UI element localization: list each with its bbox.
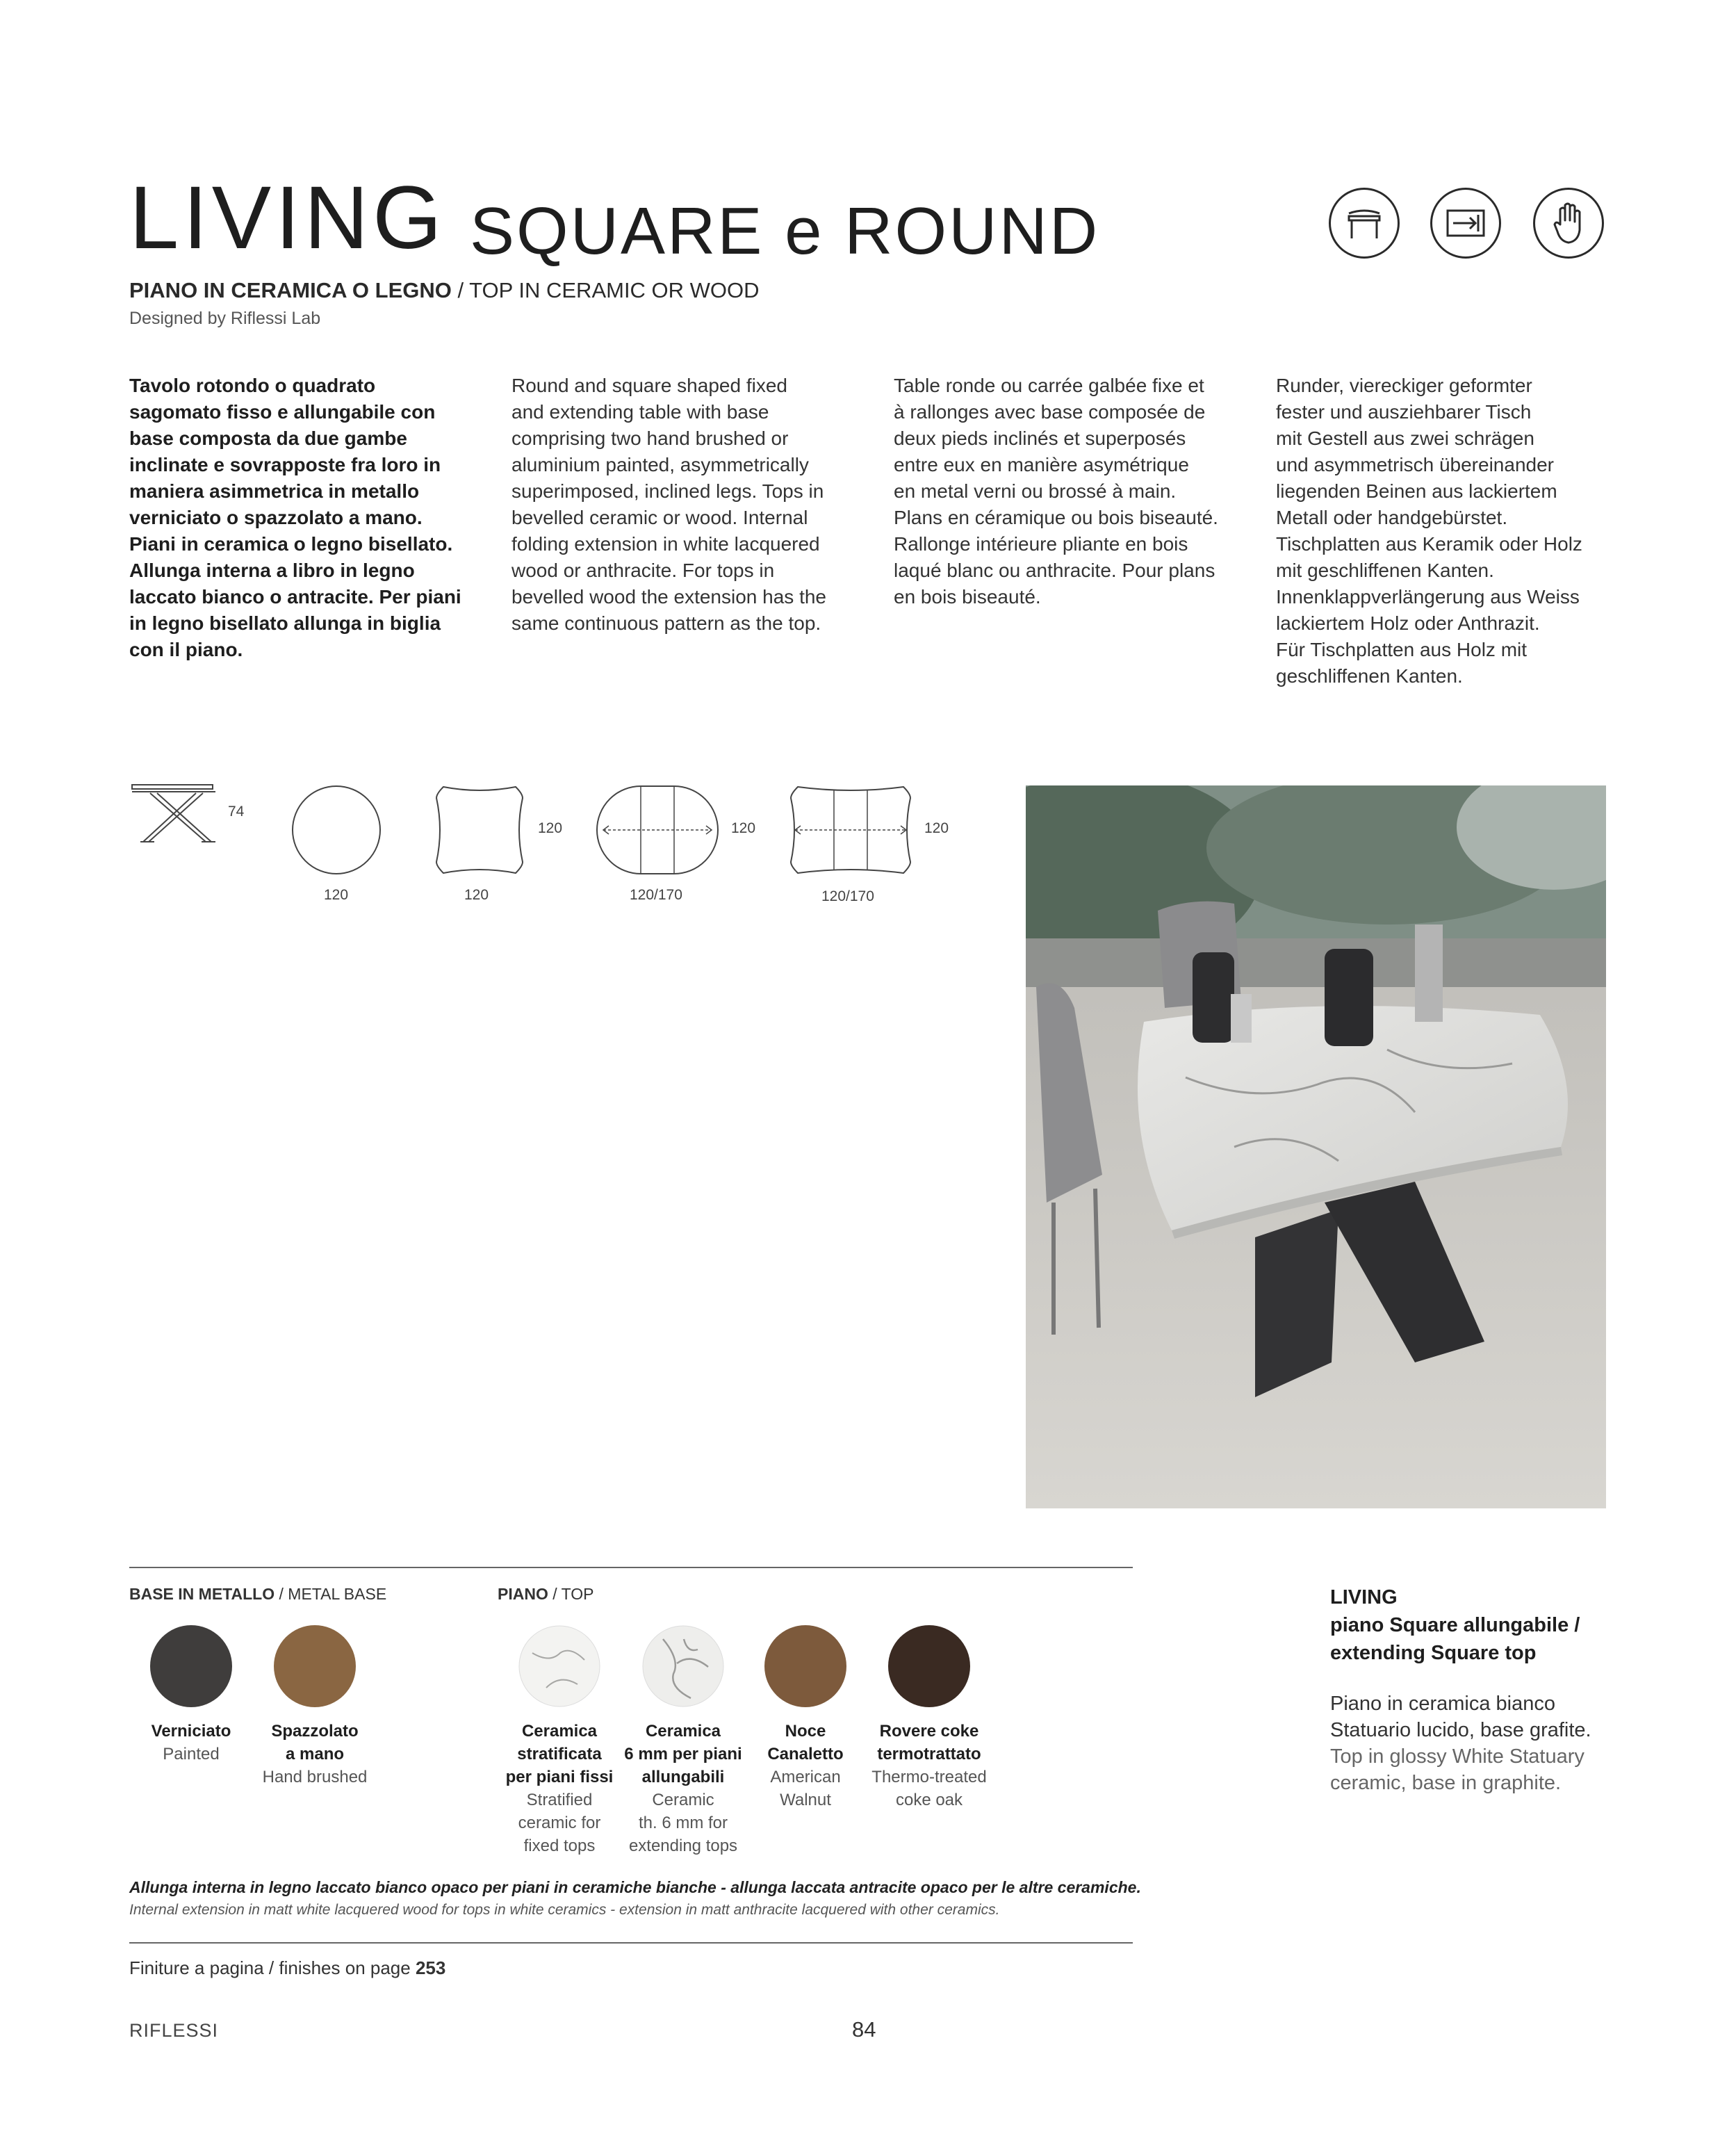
swatch-coke-oak (888, 1625, 970, 1707)
description-en: Round and square shaped fixed and extending table with base comprising two hand brushed or aluminium painted, asymmetrically superimposed, inclined legs. Tops in bevelled ceramic or wood. Internal folding extension in white lacquered wood or anthracite. For tops in bevelled wood the extension has the same continuous pattern as the top. (511, 375, 826, 634)
description-de: Runder, viereckiger geformter fester und ausziehbarer Tisch mit Gestell aus zwei schrägen und asymmetrisch übereinander liegenden Beinen aus lackiertem Metall oder handgebürstet. Tischplatten aus Keramik oder Holz mit geschliffenen Kanten. Innenklappverlängerung aus Weiss lackiertem Holz oder Anthrazit. Für Tischplatten aus Holz mit geschliffenen Kanten. (1276, 375, 1582, 687)
swatch-label-hand-brushed (249, 1720, 381, 1789)
round-diameter-label: 120 (324, 887, 349, 903)
swatch-name-it: Noce Canaletto (767, 1722, 844, 1764)
swatch-name-it: Verniciato (151, 1722, 231, 1741)
swatch-label-american-walnut (739, 1720, 871, 1811)
page-ref-en: finishes on page (279, 1957, 411, 1978)
designer-credit: Designed by Riflessi Lab (129, 309, 321, 328)
square-width-label: 120 (464, 887, 489, 903)
subtitle-en: TOP IN CERAMIC OR WOOD (469, 278, 760, 302)
base-heading (129, 1585, 386, 1604)
caption-body-en: Top in glossy White Statuary ceramic, base in graphite. (1330, 1745, 1584, 1794)
extending-round-top-drawing (595, 784, 720, 876)
extension-note-it: Allunga interna in legno laccato bianco opaco per piani in ceramiche bianche - allunga laccata antracite opaco per le altre ceramiche. (129, 1878, 1141, 1896)
swatch-name-it: Rovere coke termotrattato (877, 1722, 981, 1764)
extending-table-icon (1329, 188, 1400, 259)
swatch-name-it: Spazzolato a mano (271, 1722, 359, 1764)
hand-touch-icon (1533, 188, 1604, 259)
swatch-name-en: Hand brushed (262, 1768, 368, 1786)
ext-square-length-label: 120/170 (821, 888, 874, 904)
top-heading-sep: / (548, 1585, 562, 1603)
description-it: Tavolo rotondo o quadrato sagomato fisso e allungabile con base composta da due gambe inclinate e sovrapposte fra loro in maniera asimmetrica in metallo verniciato o spazzolato a mano. Piani in ceramica o legno bisellato. Allunga interna a libro in legno laccato bianco o antracite. Per piani in legno bisellato allunga in biglia con il piano. (129, 375, 461, 660)
swatch-label-painted (125, 1720, 257, 1766)
extension-arrow-icon (1430, 188, 1501, 259)
description-fr: Table ronde ou carrée galbée fixe et à rallonges avec base composée de deux pieds inclinés et superposés entre eux en manière asymétrique en metal verni ou brossé à main. Plans en céramique ou bois biseauté. Rallonge intérieure pliante en bois laqué blanc ou anthracite. Pour plans en bois biseauté. (894, 375, 1218, 608)
swatch-name-it: Ceramica 6 mm per piani allungabili (624, 1722, 742, 1786)
extending-square-top-drawing (788, 784, 913, 876)
swatch-name-en: American Walnut (770, 1768, 841, 1809)
round-top-drawing (290, 784, 382, 876)
caption-body-it: Piano in ceramica bianco Statuario lucido, base grafite. (1330, 1693, 1591, 1741)
swatch-name-en: Painted (163, 1745, 220, 1764)
swatch-american-walnut (764, 1625, 846, 1707)
swatch-painted (150, 1625, 232, 1707)
caption-body (1330, 1691, 1622, 1796)
page-ref-it: Finiture a pagina (129, 1957, 264, 1978)
swatch-ceramic-6mm (642, 1625, 724, 1707)
side-view-drawing (129, 782, 220, 845)
swatch-name-en: Thermo-treated coke oak (871, 1768, 987, 1809)
base-heading-en: METAL BASE (288, 1585, 387, 1603)
swatch-name-it: Ceramica stratificata per piani fissi (505, 1722, 614, 1786)
page-title-sub: SQUARE e ROUND (470, 194, 1100, 268)
swatch-label-stratified-ceramic (493, 1720, 625, 1857)
square-top-drawing (434, 784, 525, 876)
square-depth-label: 120 (538, 820, 563, 836)
product-photo (1026, 785, 1606, 1508)
top-heading (498, 1585, 593, 1604)
ext-square-depth-label: 120 (924, 820, 949, 836)
ext-round-depth-label: 120 (731, 820, 756, 836)
page-ref-sep: / (263, 1957, 279, 1978)
swatch-label-ceramic-6mm (617, 1720, 749, 1857)
page-number: 84 (852, 2017, 876, 2042)
swatch-name-en: Stratified ceramic for fixed tops (518, 1791, 601, 1855)
top-heading-en: TOP (561, 1585, 594, 1603)
base-heading-it: BASE IN METALLO (129, 1585, 275, 1603)
extension-note-en: Internal extension in matt white lacquered wood for tops in white ceramics - extension in matt anthracite lacquered with other ceramics. (129, 1902, 1000, 1918)
swatch-name-en: Ceramic th. 6 mm for extending tops (628, 1791, 738, 1855)
page-title: LIVING (129, 168, 446, 268)
caption-title: LIVING piano Square allungabile / extending Square top (1330, 1586, 1580, 1664)
base-heading-sep: / (275, 1585, 288, 1603)
subtitle-it: PIANO IN CERAMICA O LEGNO (129, 278, 452, 302)
swatch-stratified-ceramic (518, 1625, 600, 1707)
subtitle (129, 278, 760, 303)
finishes-page-ref[interactable] (129, 1957, 445, 1979)
ext-round-length-label: 120/170 (630, 887, 682, 903)
divider-bottom (129, 1942, 1133, 1944)
height-label: 74 (228, 804, 245, 820)
footer-brand: RIFLESSI (129, 2020, 219, 2041)
divider-top (129, 1567, 1133, 1568)
subtitle-sep: / (451, 278, 470, 302)
swatch-hand-brushed (274, 1625, 356, 1707)
swatch-label-coke-oak (863, 1720, 995, 1811)
top-heading-it: PIANO (498, 1585, 548, 1603)
page-ref-number: 253 (415, 1957, 446, 1978)
